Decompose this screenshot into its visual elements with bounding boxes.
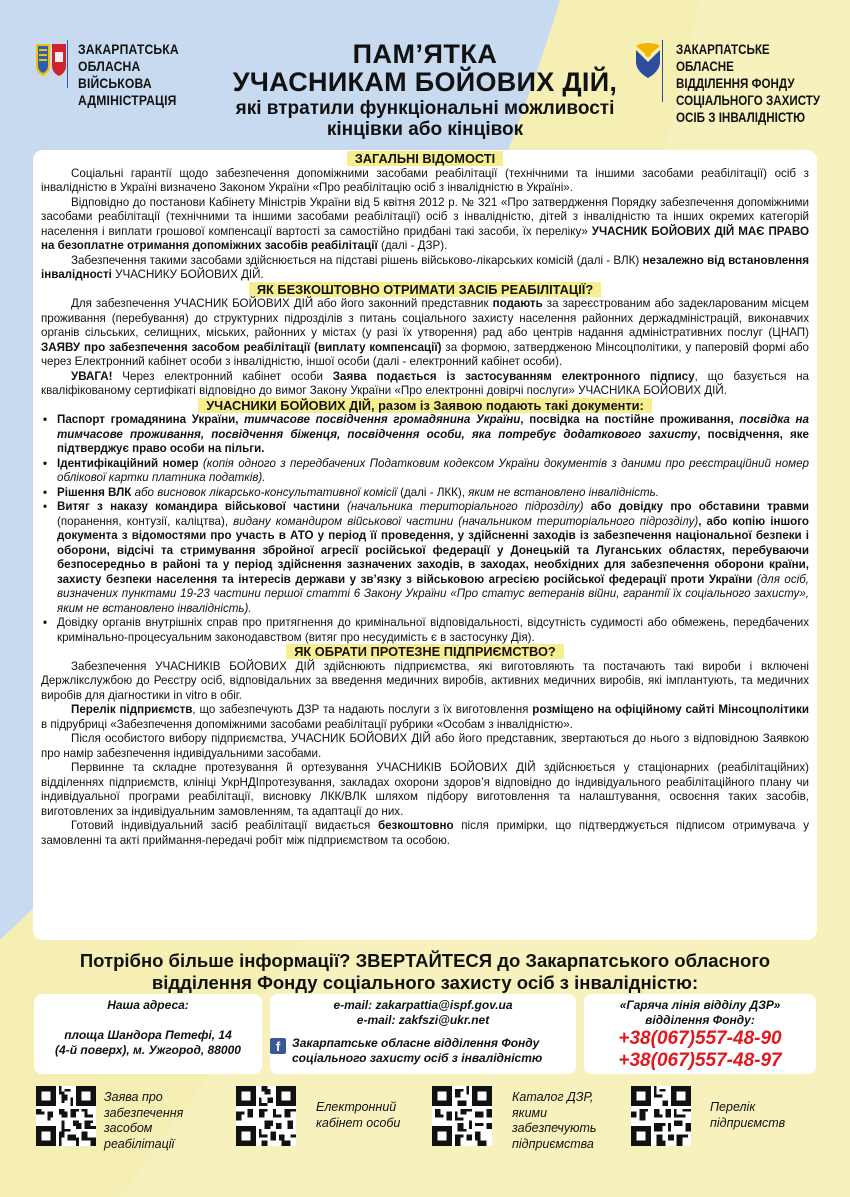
text-run: (далі - ДЗР).: [377, 239, 448, 252]
contact-heading-line: Потрібно більше інформації? ЗВЕРТАЙТЕСЯ до Закарпатського обласного: [79, 950, 771, 971]
qr-label: Перелік підприємств: [710, 1100, 786, 1130]
section-heading-text: ЗАГАЛЬНІ ВІДОМОСТІ: [347, 151, 503, 166]
text-run-bold-italic: посвідка на тимчасове проживання, посвідчення біженця, посвідчення особи, яка потребує додаткового захисту: [57, 413, 809, 441]
email-link[interactable]: e-mail: zakfszi@ukr.net: [356, 1013, 490, 1027]
text-run-bold: УВАГА!: [71, 369, 113, 383]
main-content: [33, 150, 817, 940]
admin-name: [78, 41, 177, 109]
admin-name-line: ВІЙСЬКОВА: [78, 76, 152, 91]
paragraph: [41, 370, 809, 399]
text-run-bold: Заява подається із застосуванням електронного підпису: [332, 369, 695, 383]
contact-heading-line: відділення Фонду соціального захисту осіб з інвалідністю:: [151, 972, 699, 993]
list-item: [41, 500, 809, 616]
text-run: Через електронний кабінет особи: [112, 369, 333, 383]
phone-link[interactable]: +38(067)557-48-90: [618, 1028, 782, 1049]
contact-heading: [0, 950, 850, 994]
text-run: (поранення, контузії, каліцтва),: [57, 514, 234, 528]
fund-name-line: ЗАКАРПАТСЬКЕ ОБЛАСНЕ: [676, 42, 770, 74]
qr-label: Каталог ДЗР, якими забезпечують підприємства: [512, 1090, 597, 1151]
facebook-icon: f: [270, 1038, 286, 1054]
page-title: ПАМ’ЯТКА: [352, 39, 498, 69]
text-run-bold: Витяг з наказу командира військової частини: [57, 500, 340, 513]
admin-name-line: ОБЛАСНА: [78, 59, 141, 74]
text-run-bold: , посвідчення, яке підтверджує право особи на пільги.: [57, 427, 809, 455]
page-subtitle: які втратили функціональні можливості: [235, 98, 615, 119]
section-heading-free: [41, 283, 809, 298]
list-item: [41, 413, 809, 457]
text-run-bold: незалежно від встановлення інвалідності: [41, 253, 809, 281]
address-card: [34, 994, 262, 1074]
header: [0, 0, 850, 150]
address-line: (4-й поверх), м. Ужгород, 88000: [55, 1043, 241, 1057]
facebook-text: Закарпатське обласне відділення Фонду соціального захисту осіб з інвалідністю: [292, 1036, 543, 1065]
list-item: • Довідку органів внутрішніх справ про притягнення до кримінальної відповідальності, відсутність судимості або обмежень, передбачених кримінально-процесуальним законодавством (витяг про несудимість є в застосунку Дія).: [41, 616, 809, 645]
qr-code-icon[interactable]: [432, 1086, 492, 1146]
paragraph: Забезпечення УЧАСНИКІВ БОЙОВИХ ДІЙ здійснюють підприємства, які виготовляють та постачають такі вироби і включені Держлікслужбою до Реєстру осіб, відповідальних за введення медичних виробів, активних медичних виробів, які імплантують, та медичних виробів для діагностики in vitro в обіг.: [41, 659, 809, 702]
text-run-italic: (начальника територіального підрозділу): [339, 500, 591, 513]
text-run-bold: Паспорт громадянина України,: [57, 413, 245, 426]
coat-of-arms-icon: [34, 40, 68, 88]
page-title-line-2: УЧАСНИКАМ БОЙОВИХ ДІЙ,: [232, 67, 618, 97]
text-run-bold: Рішення ВЛК: [57, 485, 132, 499]
hotline-sub: відділення Фонду:: [645, 1013, 755, 1027]
fund-name: [676, 41, 822, 126]
text-run: за зареєстрованим або задекларованим місцем проживання (перебування) до структурних підрозділів з питань соціального захисту населення районних держадміністрацій, виконавчих органів сільських, селищних, міських, районних у містах (у разі їх утворення) рад або центрів надання адміністративних послуг (ЦНАП): [41, 297, 809, 339]
fund-name-line: ВІДДІЛЕННЯ ФОНДУ: [676, 76, 795, 91]
text-run: Забезпечення такими засобами здійснюється на підставі рішень військово-лікарських комісій (далі - ВЛК): [71, 253, 643, 267]
qr-code-icon[interactable]: [36, 1086, 96, 1146]
qr-label: Електронний кабінет особи: [316, 1100, 401, 1130]
qr-code-icon[interactable]: [631, 1086, 691, 1146]
text-run: УЧАСНИКУ БОЙОВИХ ДІЙ.: [111, 268, 264, 281]
text-run-bold: Ідентифікаційний номер: [57, 456, 199, 470]
paragraph: [41, 703, 809, 732]
qr-code-icon[interactable]: [236, 1086, 296, 1146]
text-run-italic: або висновок лікарсько-консультативної комісії: [131, 485, 397, 499]
list-item: [41, 457, 809, 486]
text-run-bold: ЗАЯВУ про забезпечення засобом реабілітації (виплату компенсації): [41, 340, 442, 354]
text-run-bold: , або копію іншого документа з відомостями про участь в АТО у період її проведення, у здійсненні заходів із забезпечення національної безпеки і оборони, відсічі та стримування збройної агресії російської федерації у Донецькій та Луганських областях, перебуваючи безпосередньо в районі та у період здійснення зазначених заходів, в заходах, необхідних для забезпечення оборони країни, захисту безпеки населення та інтересів держави у зв’язку з військовою агресією російської федерації проти України: [57, 514, 809, 586]
text-run-italic: (для осіб, визначених пунктами 19-23 частини першої статті 6 Закону України «Про статус ветеранів війни, гарантії їх соціального захисту», яким не встановлено інвалідність).: [57, 572, 809, 615]
paragraph: Після особистого вибору підприємства, УЧАСНИК БОЙОВИХ ДІЙ або його представник, звертаються до нього з відповідною Заявкою про намір забезпечення індивідуальними засобами.: [41, 732, 809, 760]
text-run: Готовий індивідуальний засіб реабілітації видається: [71, 819, 378, 832]
fund-name-line: СОЦІАЛЬНОГО ЗАХИСТУ: [676, 93, 821, 108]
section-heading-general: [41, 152, 809, 167]
text-run-bold: або довідку про обставини травми: [590, 500, 809, 513]
fund-logo-icon: [633, 40, 663, 102]
text-run-bold: Перелік підприємств: [71, 703, 193, 716]
email-link[interactable]: e-mail: zakarpattia@ispf.gov.ua: [333, 998, 513, 1012]
qr-label: Заява про забезпечення засобом реабілітації: [104, 1090, 184, 1151]
documents-list: [41, 413, 809, 645]
paragraph: [41, 297, 809, 370]
text-run-italic: видану командиром військової частини (начальником територіального підрозділу): [233, 514, 699, 528]
text-run-italic: (копія одного з передбачених Податковим кодексом України документів з даними про реєстраційний номер облікової картки платника податків).: [57, 456, 809, 484]
hotline-label: «Гаряча лінія відділу ДЗР»: [619, 998, 781, 1012]
section-heading-text: УЧАСНИКИ БОЙОВИХ ДІЙ, разом із Заявою подають такі документи:: [198, 398, 652, 413]
admin-name-line: АДМІНІСТРАЦІЯ: [78, 93, 177, 108]
list-item: [41, 486, 809, 501]
text-run-bold-italic: тимчасове посвідчення громадянина України: [244, 413, 521, 426]
text-run: Для забезпечення УЧАСНИК БОЙОВИХ ДІЙ або його законний представник: [71, 297, 493, 310]
text-run-bold: безкоштовно: [377, 819, 454, 832]
text-run: , що базується на кваліфікованому сертифікаті відповідно до вимог Закону України «Про електронні довірчі послуги» УЧАСНИКА БОЙОВИХ ДІЙ.: [41, 369, 810, 397]
paragraph: Соціальні гарантії щодо забезпечення допоміжними засобами реабілітації (технічними та іншими засобами реабілітації) осіб з інвалідністю в Україні визначено Законом України «Про реабілітацію осіб з інвалідністю в Україні».: [41, 166, 809, 194]
paragraph: [41, 254, 809, 283]
section-heading-text: ЯК ОБРАТИ ПРОТЕЗНЕ ПІДПРИЄМСТВО?: [286, 644, 564, 659]
paragraph: Первинне та складне протезування й ортезування УЧАСНИКІВ БОЙОВИХ ДІЙ здійснюється у стаціонарних (реабілітаційних) відділеннях підприємств, клініці УкрНДІпротезування, закладах охорони здоров’я відповідно до індивідуального реабілітаційного плану чи індивідуальної програми реабілітації, висновку ЛКК/ВЛК шляхом підбору виготовлення та налаштування, освоєння таких засобів, виготовлених за індивідуальним замовленням, та адаптації до них.: [41, 761, 809, 818]
section-heading-text: ЯК БЕЗКОШТОВНО ОТРИМАТИ ЗАСІБ РЕАБІЛІТАЦІЇ?: [249, 282, 601, 297]
text-run: Відповідно до постанови Кабінету Міністрів України від 5 квітня 2012 р. № 321 «Про затвердження Порядку забезпечення допоміжними засобами реабілітації (технічними та іншими засобами реабілітації) осіб з інвалідністю, дітей з інвалідністю та інших окремих категорій населення і виплати грошової компенсації вартості за самостійно придбані такі засоби, їх переліку»: [41, 195, 809, 238]
text-run-bold: розміщено на офіційному сайті Мінсоцполітики: [532, 703, 809, 716]
address-line: площа Шандора Петефі, 14: [64, 1028, 232, 1042]
text-run-italic: яким не встановлено інвалідність.: [468, 485, 659, 499]
text-run-bold: подають: [492, 297, 543, 310]
section-heading-prosthetic: [41, 645, 809, 660]
text-run: після примірки, що підтверджується підписом отримувача у замовленні та акті приймання-передачі робіт між підприємством та особою.: [41, 819, 810, 847]
text-run: , що забезпечують ДЗР та надають послуги з їх виготовлення: [192, 703, 533, 716]
page-subtitle-line-2: кінцівки або кінцівок: [326, 119, 524, 140]
phone-link[interactable]: +38(067)557-48-97: [618, 1050, 782, 1071]
facebook-link[interactable]: [270, 1036, 576, 1066]
text-run: (далі - ЛКК),: [396, 485, 469, 499]
email-card: [270, 994, 576, 1074]
text-run: за формою, затвердженою Мінсоцполітики, у паперовій формі або через Електронний кабінет особи з інвалідністю, іншої особи (далі - електронний кабінет особи).: [41, 340, 809, 368]
paragraph: [41, 819, 809, 848]
paragraph: [41, 196, 809, 254]
fund-name-line: ОСІБ З ІНВАЛІДНІСТЮ: [676, 110, 806, 125]
admin-name-line: ЗАКАРПАТСЬКА: [78, 42, 179, 57]
text-run-bold: , посвідка на постійне проживання,: [520, 413, 740, 426]
section-heading-docs: [41, 399, 809, 414]
text-run-bold: УЧАСНИК БОЙОВИХ ДІЙ МАЄ ПРАВО на безоплатне отримання допоміжних засобів реабілітації: [41, 224, 809, 252]
text-run: в підрубриці «Забезпечення допоміжними засобами реабілітації рубрики «Особам з інвалідністю».: [41, 717, 573, 731]
address-label: Наша адреса:: [107, 998, 189, 1012]
hotline-card: [584, 994, 816, 1074]
